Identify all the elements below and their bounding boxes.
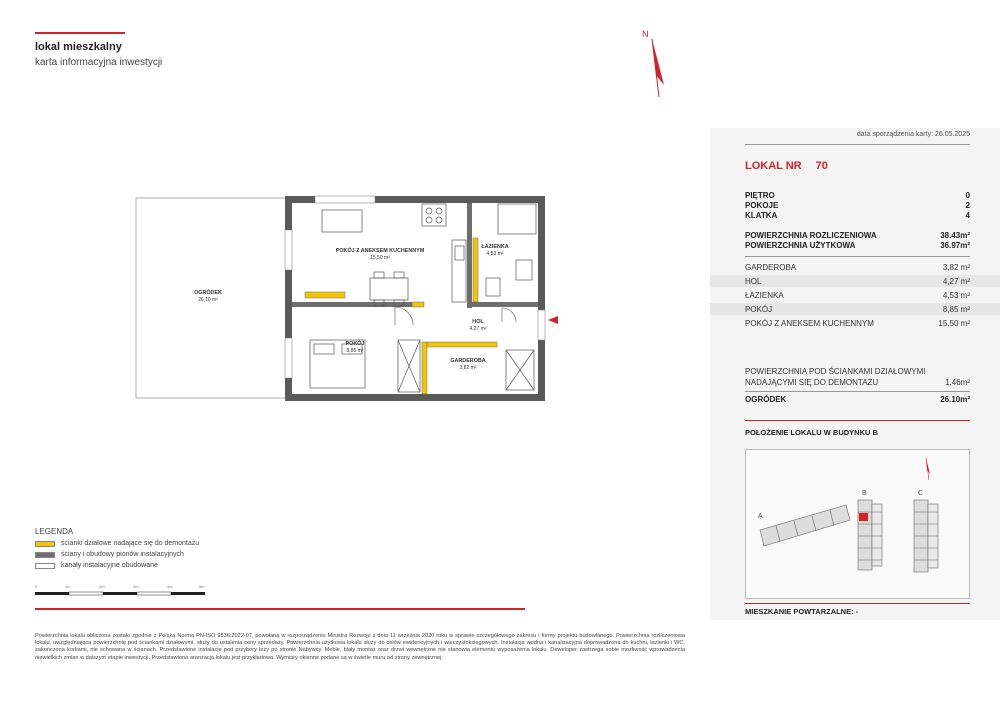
- sofa-icon: [322, 210, 362, 232]
- site-plan: [746, 450, 971, 600]
- header-accent-line: [35, 32, 125, 34]
- legend-item: [35, 540, 199, 547]
- building-b-label: B: [862, 490, 867, 497]
- room-label: ŁAZIENKA: [745, 291, 784, 300]
- living-room-label: POKÓJ Z ANEKSEM KUCHENNYM: [335, 248, 425, 254]
- legend-item: [35, 551, 184, 558]
- lokal-number-heading: [745, 160, 828, 172]
- legal-footnote: Powierzchnia lokalu obliczona zostało zgodnie z Polską Normą PN-ISO 9836:2022-07, powołaną w rozporządzeniu Ministra Rozwoju z dnia 11 września 2020 roku w sprawie szczegółowego zakresu i formy projektu budowlanego. Powierzchnia rozliczeniowa lokalu, uwzględniająca powierzchnię pod ściankami działowymi, służy do ustalenia ceny sprzedaży. Powierzchnia użytkowa lokalu służy do celów ewidencyjnych i wieczystoksięgowych. Instalacja wodna i kanalizacyjna doprowadzona do kuchni, łazienki i WC, zakończona korkami, nie schowana w ścianach. Przedstawione instalacje pod przybory leży po stronie Nabywcy. Meble, biały montaż oraz drzwi wewnętrzne nie stanowią elementu wyposażenia lokalu. Deweloper zastrzega sobie możliwość wprowadzenia niewielkich zmian w dalszym etapie inwestycji. Przedstawiona aranżacja lokalu jest przykładowa. Wymiary okienne podane są w świetle muru od strony zewnętrznej.: [35, 633, 685, 661]
- bathroom-fixtures: [486, 204, 536, 296]
- legend-label: kanały instalacyjne obudowane: [61, 562, 158, 569]
- living-room-area: 15,50 m²: [370, 255, 390, 261]
- room-value: 4,53 m²: [942, 291, 970, 300]
- hall-area: 4,27 m²: [469, 326, 487, 332]
- kitchen: [422, 204, 466, 302]
- legend-swatch: [35, 552, 55, 558]
- room-row: [745, 305, 970, 314]
- building-c-label: C: [918, 490, 924, 497]
- summary-row: [745, 211, 970, 220]
- scale-label: 5m: [199, 584, 205, 589]
- room-label: POKÓJ: [745, 305, 773, 314]
- summary-label: KLATKA: [745, 211, 778, 220]
- summary-label: PIĘTRO: [745, 191, 775, 200]
- doors: [395, 307, 516, 325]
- room-value: 4,27 m²: [942, 277, 970, 286]
- garden-row: [745, 395, 970, 404]
- card-date: data sporządzenia karty: 26.05.2025: [856, 131, 970, 138]
- scale-label: 4m: [167, 584, 173, 589]
- hall-label: HOL: [472, 319, 484, 325]
- building-c-shape: [914, 500, 938, 572]
- building-b-shape: [858, 500, 882, 570]
- legend-swatch: [35, 563, 55, 569]
- date-divider: [745, 144, 970, 145]
- summary-label: POKOJE: [745, 201, 779, 210]
- bedroom-area: 8,85 m²: [346, 348, 364, 354]
- area-row: [745, 241, 970, 250]
- area-value: 36.97m²: [940, 241, 970, 250]
- partition-row: [745, 367, 970, 376]
- scale-label: 1m: [65, 584, 71, 589]
- footer-accent-line: [35, 608, 525, 610]
- room-label: GARDEROBA: [745, 263, 797, 272]
- apartment-marker: [859, 513, 868, 521]
- room-row: [745, 263, 970, 272]
- divider: [745, 256, 970, 257]
- bathroom-area: 4,53 m²: [486, 251, 504, 257]
- area-row: [745, 231, 970, 240]
- room-label: POKÓJ Z ANEKSEM KUCHENNYM: [745, 319, 874, 328]
- compass-label: N: [642, 29, 649, 39]
- area-value: 38.43m²: [940, 231, 970, 240]
- bathroom-label: ŁAZIENKA: [481, 244, 509, 250]
- repeat-label: MIESZKANIE POWTARZALNE: -: [745, 607, 859, 616]
- summary-value: 4: [965, 211, 970, 220]
- floor-plan: [130, 190, 560, 410]
- scale-label: 0: [35, 584, 38, 589]
- page-title: lokal mieszkalny: [35, 41, 122, 53]
- partition-row: [745, 378, 970, 387]
- legend-title: LEGENDA: [35, 527, 74, 536]
- section-divider: [745, 603, 970, 604]
- partition-label-2: NADAJĄCYMI SIĘ DO DEMONTAŻU: [745, 378, 879, 387]
- room-row: [745, 277, 970, 286]
- dining-table-icon: [370, 272, 408, 306]
- bedroom-label: POKÓJ: [345, 341, 365, 347]
- room-value: 3,82 m²: [942, 263, 970, 272]
- summary-value: 0: [965, 191, 970, 200]
- garden-value: 26.10m²: [940, 395, 970, 404]
- room-row: [745, 319, 970, 328]
- divider: [745, 391, 970, 392]
- section-divider: [745, 420, 970, 421]
- compass-icon: [640, 25, 670, 100]
- room-value: 8,85 m²: [942, 305, 970, 314]
- legend-label: ściany i obudowy pionów instalacyjnych: [61, 551, 184, 558]
- legend-swatch: [35, 541, 55, 547]
- wardrobe-area: 3,82 m²: [459, 365, 477, 371]
- lokal-number: 70: [815, 160, 828, 172]
- area-label: POWIERZCHNIA ROZLICZENIOWA: [745, 231, 877, 240]
- garden-area: 26,10 m²: [198, 297, 218, 303]
- summary-value: 2: [965, 201, 970, 210]
- room-label: HOL: [745, 277, 762, 286]
- garden-label: OGRÓDEK: [745, 395, 787, 404]
- garden-label: OGRÓDEK: [194, 290, 222, 296]
- scale-label: 3m: [133, 584, 139, 589]
- building-a-label: A: [758, 513, 763, 520]
- legend-label: ścianki działowe nadające się do demontażu: [61, 540, 200, 547]
- summary-row: [745, 201, 970, 210]
- scale-bar: [35, 583, 210, 597]
- partition-label-1: POWIERZCHNIA POD ŚCIANKAMI DZIAŁOWYMI: [745, 367, 926, 376]
- lokal-label: LOKAL NR: [745, 160, 802, 172]
- building-a-shape: [760, 505, 850, 546]
- partition-value: 1.46m²: [945, 378, 970, 387]
- legend-item: [35, 562, 158, 569]
- entrance-icon: [548, 316, 558, 324]
- wardrobe-label: GARDEROBA: [450, 358, 486, 364]
- room-row: [745, 291, 970, 300]
- summary-row: [745, 191, 970, 200]
- area-label: POWIERZCHNIA UŻYTKOWA: [745, 241, 856, 250]
- room-value: 15,50 m²: [938, 319, 970, 328]
- location-title: POŁOŻENIE LOKALU W BUDYNKU B: [745, 428, 878, 437]
- scale-label: 2m: [99, 584, 105, 589]
- page-subtitle: karta informacyjna inwestycji: [35, 57, 163, 68]
- building-location-map: [745, 449, 970, 599]
